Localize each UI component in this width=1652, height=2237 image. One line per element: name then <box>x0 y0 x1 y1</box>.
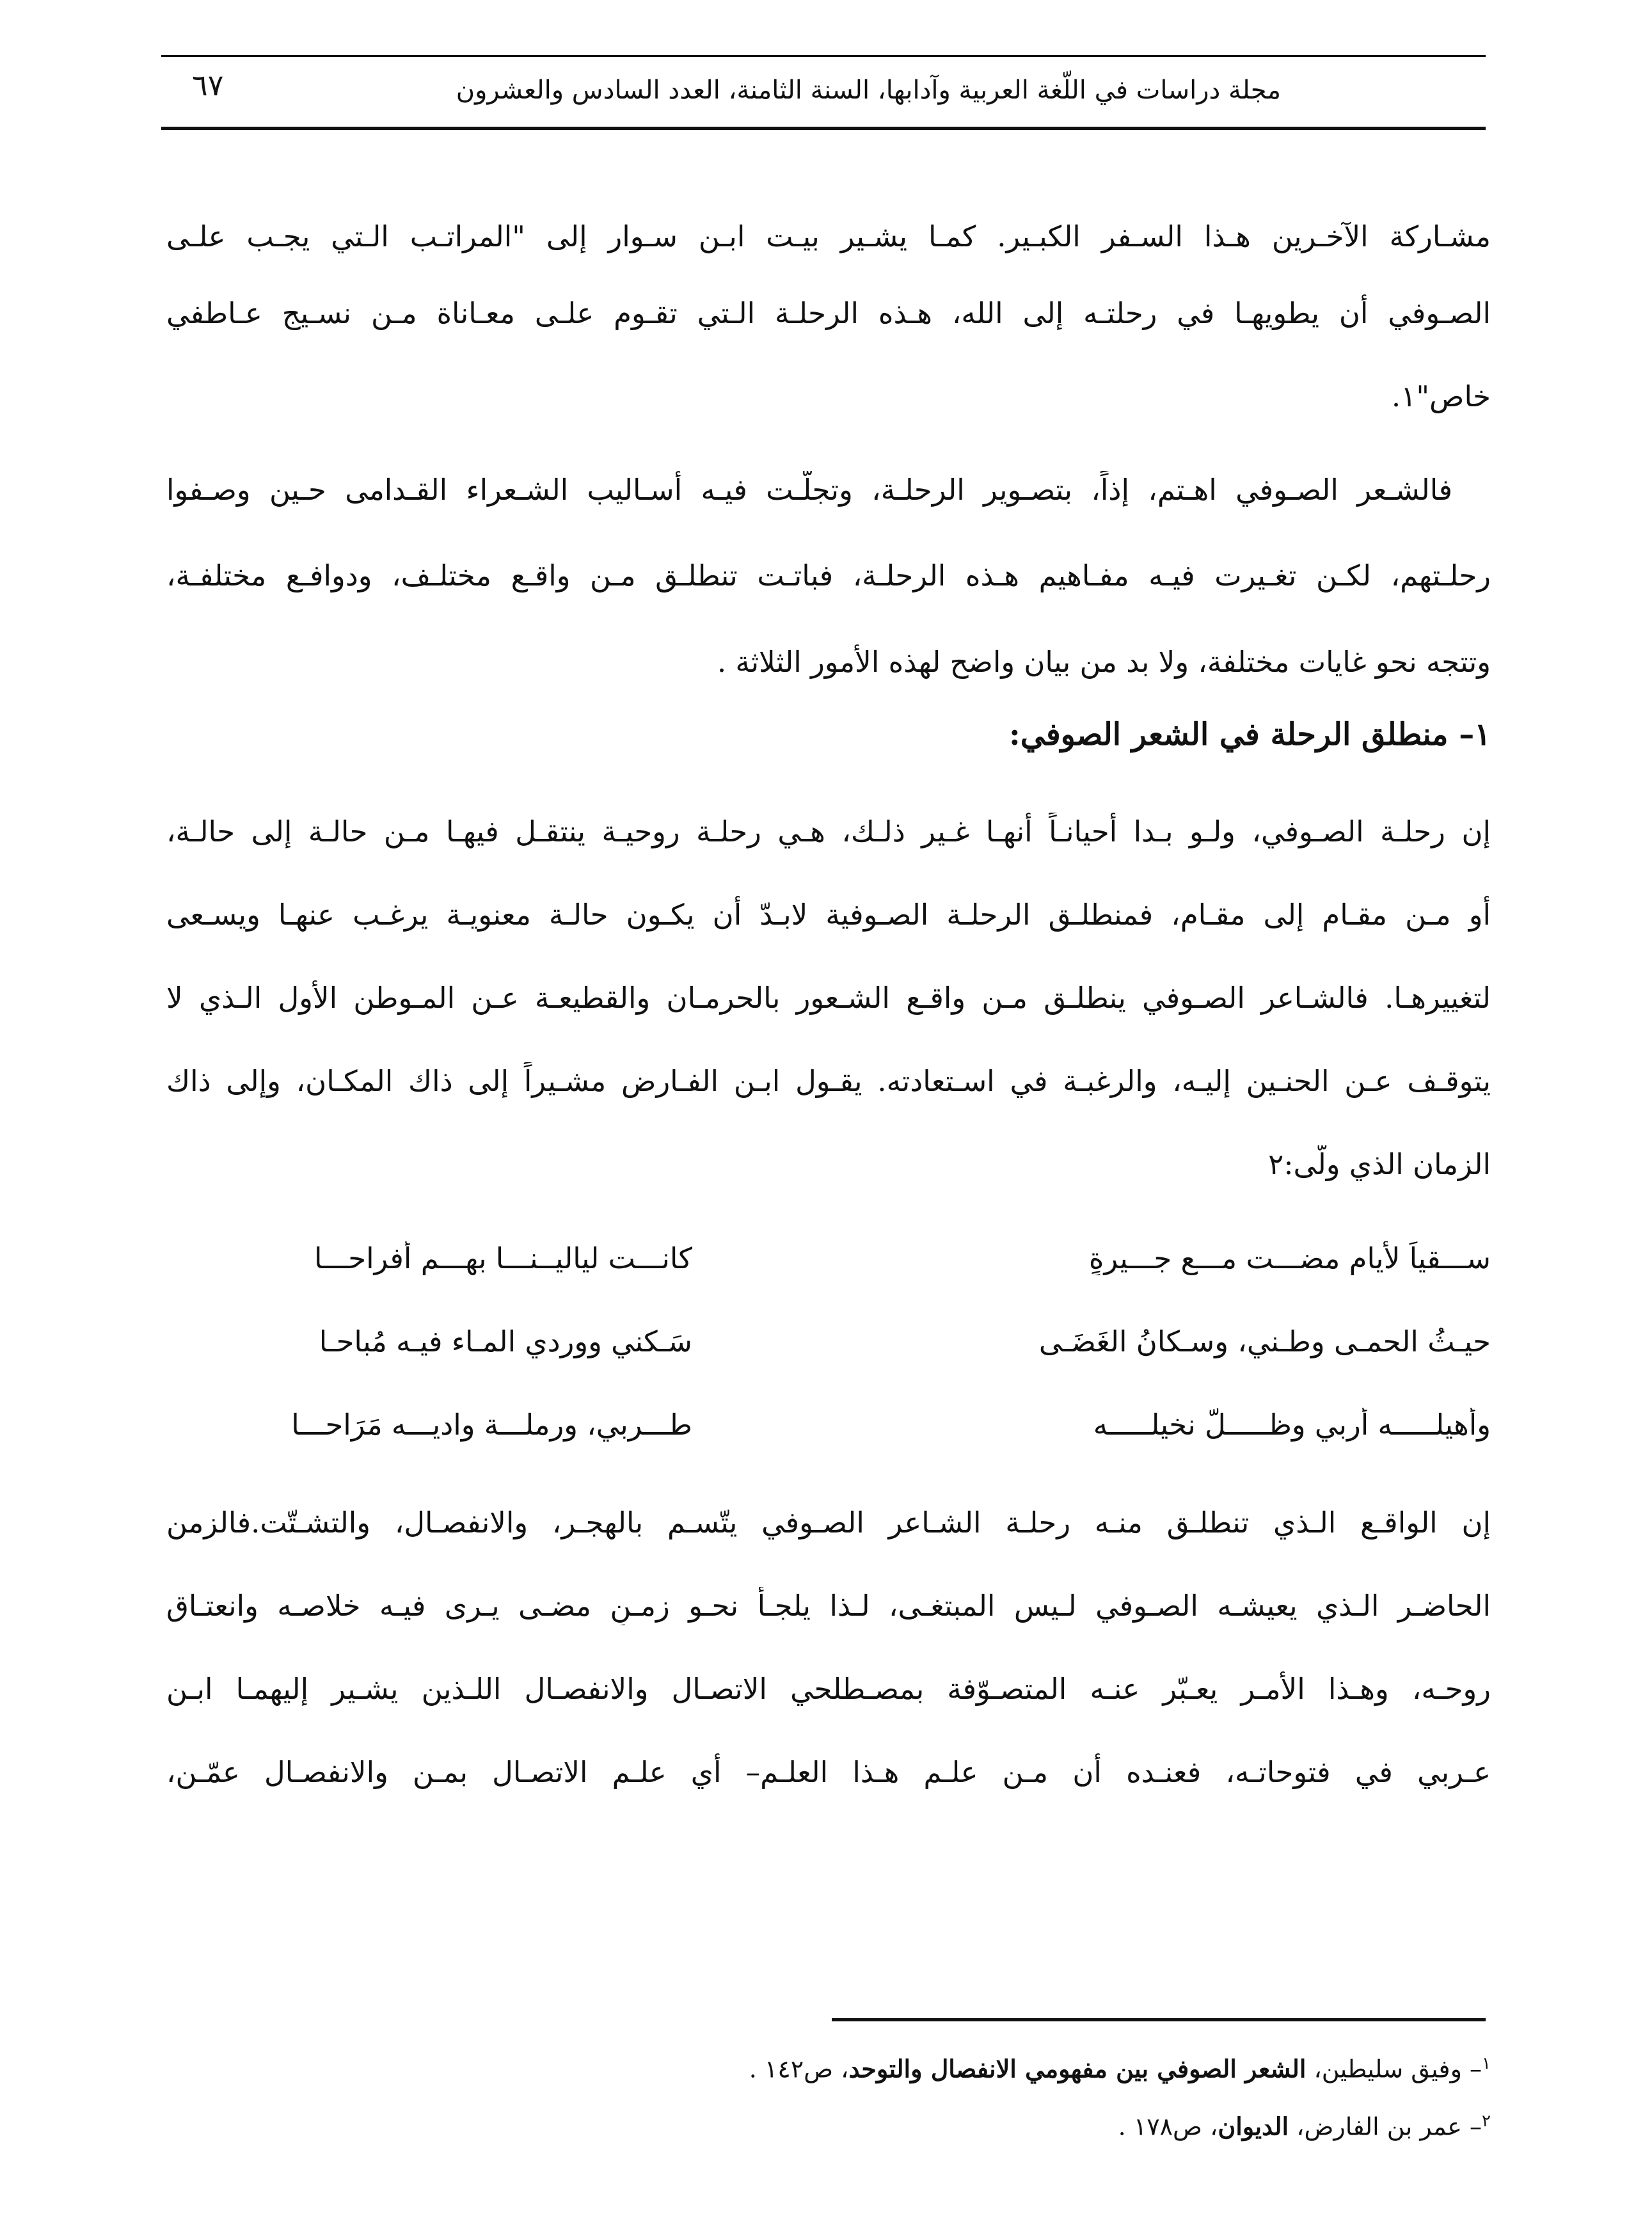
verse-3-second-hemistich: طـــربي، ورملـــة واديـــه مَرَاحـــا <box>291 1408 692 1442</box>
paragraph-1-line-3: خاص"١. <box>1391 379 1491 413</box>
paragraph-2-line-1: فالشـعر الصـوفي اهـتم، إذاً، بتصـوير الرحلـة، وتجلّـت فيـه أسـاليب الشـعراء القـدامى حـين وصـفوا <box>166 473 1452 507</box>
verse-2-first-hemistich: حيـثُ الحمـى وطـني، وسـكانُ الغَضَـى <box>1038 1325 1491 1358</box>
verse-3-first-hemistich: وأهيلـــــه أربي وظـــــلّ نخيلـــــه <box>1093 1408 1491 1442</box>
verse-1-second-hemistich: كانـــت لياليــنـــا بهـــم أفراحـــا <box>314 1241 692 1275</box>
paragraph-2-line-2: رحلـتهم، لكـن تغـيرت فيـه مفـاهيم هـذه الرحلـة، فباتـت تنطلـق مـن واقـع مختلـف، ودوافـع مختلفـة، <box>166 559 1491 593</box>
footnote-1-author: – وفيق سليطين، <box>1306 2055 1482 2083</box>
footnote-2-title: الديوان <box>1218 2112 1289 2141</box>
footnote-1-page: ، ص١٤٢ . <box>749 2055 849 2083</box>
paragraph-3-line-5: الزمان الذي ولّى:٢ <box>1268 1147 1491 1181</box>
paragraph-2-line-3: وتتجه نحو غايات مختلفة، ولا بد من بيان واضح لهذه الأمور الثلاثة . <box>717 645 1491 679</box>
footnote-rule <box>832 2018 1486 2021</box>
paragraph-4-line-3: روحـه، وهـذا الأمـر يعـبّر عنـه المتصـوّفة بمصـطلحي الاتصـال والانفصـال اللـذين يشـير إليهمـا ابـن <box>166 1672 1491 1706</box>
paragraph-4-line-2: الحاضـر الـذي يعيشـه الصـوفي لـيس المبتغـى، لـذا يلجـأ نحـو زمـنٍ مضـى يـرى فيـه خلاصـه وانعتـاق <box>166 1589 1491 1623</box>
footnote-2-page: ، ص١٧٨ . <box>1118 2112 1218 2141</box>
footnote-2-author: – عمر بن الفارض، <box>1289 2112 1482 2141</box>
paragraph-1-line-1: مشـاركة الآخـرين هـذا السـفر الكبـير. كمـا يشـير بيـت ابـن سـوار إلى "المراتـب الـتي يجـب علـى <box>166 219 1491 253</box>
verse-1-first-hemistich: ســـقياً لأيامٍ مضـــت مـــع جـــيرةٍ <box>1088 1241 1491 1275</box>
paragraph-3-line-1: إن رحلـة الصـوفي، ولـو بـدا أحيانـاً أنهـا غـير ذلـك، هـي رحلـة روحيـة ينتقـل فيهـا مـن حالـة إلى حالـة، <box>166 815 1491 848</box>
section-heading: ١– منطلق الرحلة في الشعر الصوفي: <box>1009 717 1491 752</box>
paragraph-3-line-3: لتغييرهـا. فالشـاعر الصـوفي ينطلـق مـن واقـع الشـعور بالحرمـان والقطيعـة عـن المـوطن الأول الـذي لا <box>166 981 1491 1015</box>
header-top-rule <box>161 55 1486 57</box>
footnote-1-title: الشعر الصوفي بين مفهومي الانفصال والتوحد <box>848 2054 1307 2083</box>
footnote-1-marker: ١ <box>1482 2054 1491 2073</box>
footnote-2-marker: ٢ <box>1482 2112 1491 2131</box>
page-number: ٦٧ <box>192 68 224 102</box>
paragraph-3-line-2: أو مـن مقـام إلى مقـام، فمنطلـق الرحلـة الصـوفية لابـدّ أن يكـون حالـة معنويـة يرغـب عنهـا ويسـعى <box>166 898 1491 932</box>
paragraph-1-line-2: الصـوفي أن يطويهـا في رحلتـه إلى الله، هـذه الرحلـة الـتي تقـوم علـى معـاناة مـن نسـيج عـاطفي <box>166 296 1491 330</box>
verse-2-second-hemistich: سَـكني ووردي المـاء فيـه مُباحـا <box>319 1325 692 1358</box>
header-bottom-rule <box>161 127 1486 130</box>
paragraph-4-line-1: إن الواقـع الـذي تنطلـق منـه رحلـة الشـاعر الصـوفي يتّسـم بالهجـر، والانفصـال، والتشـتّت.فالزمن <box>166 1506 1491 1540</box>
running-head: مجلة دراسات في اللّغة العربية وآدابها، السنة الثامنة، العدد السادس والعشرون <box>456 76 1281 105</box>
footnote-2 <box>1118 2112 1491 2141</box>
paragraph-4-line-4: عـربي في فتوحاتـه، فعنـده أن مـن علـم هـذا العلـم– أي علـم الاتصـال بمـن والانفصـال عمّـن، <box>166 1755 1491 1789</box>
paragraph-3-line-4: يتوقـف عـن الحنـين إليـه، والرغبـة في اسـتعادته. يقـول ابـن الفـارض مشـيراً إلى ذاك المكـان، وإلى ذاك <box>166 1064 1491 1098</box>
footnote-1 <box>749 2054 1491 2083</box>
